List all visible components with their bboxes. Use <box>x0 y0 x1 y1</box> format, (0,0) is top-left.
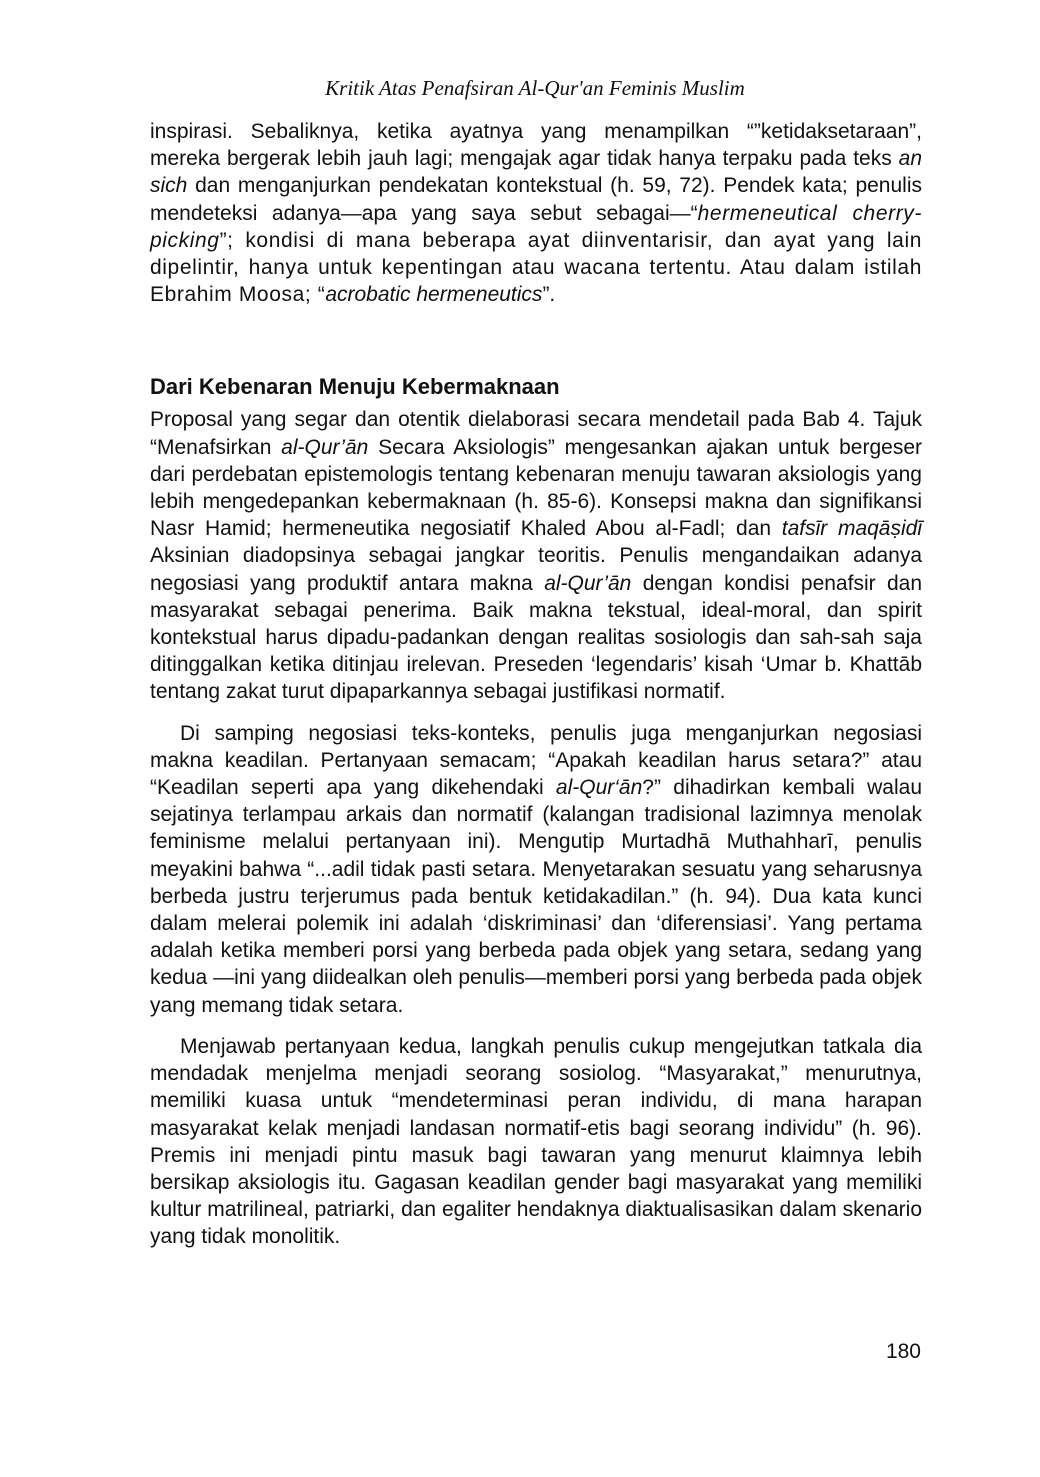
text-run: ”. <box>542 283 556 307</box>
text-run: ”; kondisi di mana beberapa ayat diinventarisir, dan ayat yang lain dipelintir, hanya untuk kepentingan atau wacana tertentu. Atau dalam istilah Ebrahim Moosa; “ <box>150 228 922 307</box>
italic-term: an sich <box>150 147 922 198</box>
text-run: Di samping negosiasi teks-konteks, penulis juga menganjurkan negosiasi makna keadilan. Pertanyaan semacam; “Apakah keadilan harus setara?” atau “Keadilan seperti apa yang dikehendaki <box>150 721 922 800</box>
italic-term: tafsīr maqāṣidī <box>781 517 922 541</box>
text-run: Proposal yang segar dan otentik dielaborasi secara mendetail pada Bab 4. Tajuk “Menafsirkan <box>150 408 922 459</box>
section-heading: Dari Kebenaran Menuju Kebermaknaan <box>150 374 560 400</box>
italic-term: acrobatic hermeneutics <box>325 283 543 307</box>
page-body <box>150 118 922 1251</box>
italic-term: hermeneutical cherry-picking <box>150 201 922 252</box>
paragraph-continuation <box>150 118 922 308</box>
text-run: Secara Aksiologis” mengesankan ajakan untuk bergeser dari perdebatan epistemologis tentang kebenaran menuju tawaran aksiologis yang lebih mengedepankan kebermaknaan (h. 85-6). Konsepsi makna dan signifikansi Nasr Hamid; hermeneutika negosiatif Khaled Abou al-Fadl; dan <box>150 435 923 541</box>
italic-term: al-Qur‘ān <box>555 776 643 800</box>
text-run: dan menganjurkan pendekatan kontekstual (h. 59, 72). Pendek kata; penulis mendeteksi adanya—apa yang saya sebut sebagai—“ <box>150 174 922 225</box>
paragraph <box>150 720 922 1019</box>
paragraph <box>150 406 922 705</box>
italic-term: al-Qur’ān <box>281 435 369 459</box>
text-run: ?” dihadirkan kembali walau sejatinya terlampau arkais dan normatif (kalangan tradisional lazimnya menolak feminisme melalui pertanyaan ini). Mengutip Murtadhā Muthahharī, penulis meyakini bahwa “...adil tidak pasti setara. Menyetarakan sesuatu yang seharusnya berbeda justru terjerumus pada bentuk ketidakadilan.” (h. 94). Dua kata kunci dalam melerai polemik ini adalah ‘diskriminasi’ dan ‘diferensiasi’. Yang pertama adalah ketika memberi porsi yang berbeda pada objek yang setara, sedang yang kedua —ini yang diidealkan oleh penulis—memberi porsi yang berbeda pada objek yang memang tidak setara. <box>150 776 922 1017</box>
paragraph: Menjawab pertanyaan kedua, langkah penulis cukup mengejutkan tatkala dia mendadak menjelma menjadi seorang sosiolog. “Masyarakat,” menurutnya, memiliki kuasa untuk “mendeterminasi peran individu, di mana harapan masyarakat kelak menjadi landasan normatif-etis bagi seorang individu” (h. 96). Premis ini menjadi pintu masuk bagi tawaran yang menurut klaimnya lebih bersikap aksiologis itu. Gagasan keadilan gender bagi masyarakat yang memiliki kultur matrilineal, patriarki, dan egaliter hendaknya diaktualisasikan dalam skenario yang tidak monolitik. <box>150 1034 922 1249</box>
text-run: inspirasi. Sebaliknya, ketika ayatnya yang menampilkan “”ketidaksetaraan”, mereka bergerak lebih jauh lagi; mengajak agar tidak hanya terpaku pada teks <box>150 120 922 171</box>
running-header: Kritik Atas Penafsiran Al-Qur'an Feminis Muslim <box>325 76 745 100</box>
text-run: dengan kondisi penafsir dan masyarakat sebagai penerima. Baik makna tekstual, ideal-moral, dan spirit kontekstual harus dipadu-padankan dengan realitas sosiologis dan sah-sah saja ditinggalkan ketika ditinjau irelevan. Preseden ‘legendaris’ kisah ‘Umar b. Khattāb tentang zakat turut dipaparkannya sebagai justifikasi normatif. <box>150 571 922 704</box>
text-run: Aksinian diadopsinya sebagai jangkar teoritis. Penulis mengandaikan adanya negosiasi yang produktif antara makna <box>150 544 922 595</box>
page-number: 180 <box>885 1340 921 1363</box>
italic-term: al-Qur’ān <box>544 571 632 595</box>
